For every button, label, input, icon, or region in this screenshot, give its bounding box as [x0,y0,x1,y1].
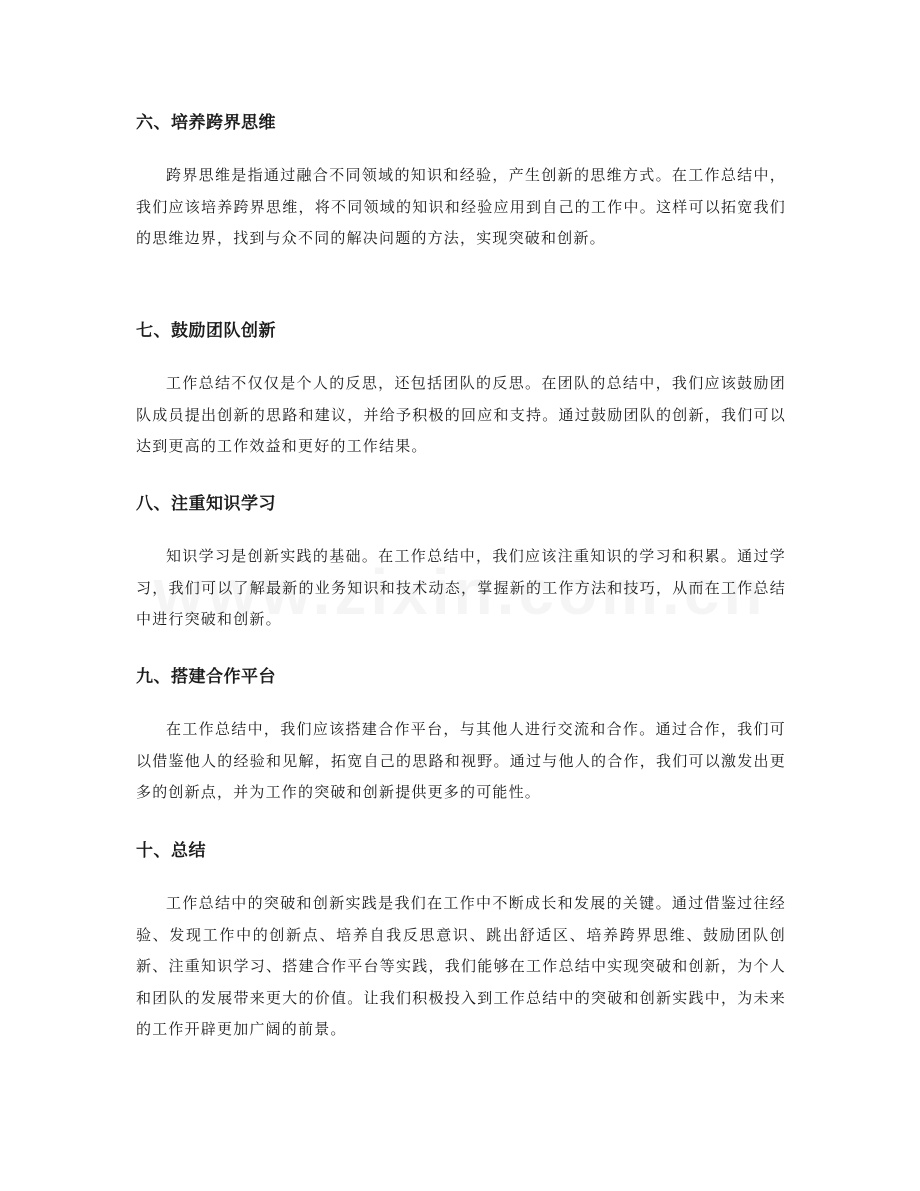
section-paragraph: 工作总结中的突破和创新实践是我们在工作中不断成长和发展的关键。通过借鉴过往经验、发现工作中的创新点、培养自我反思意识、跳出舒适区、培养跨界思维、鼓励团队创新、注重知识学习、搭建合作平台等实践，我们能够在工作总结中实现突破和创新，为个人和团队的发展带来更大的价值。让我们积极投入到工作总结中的突破和创新实践中，为未来的工作开辟更加广阔的前景。 [136,894,786,1038]
section-7 [136,318,786,463]
section-paragraph: 在工作总结中，我们应该搭建合作平台，与其他人进行交流和合作。通过合作，我们可以借鉴他人的经验和见解，拓宽自己的思路和视野。通过与他人的合作，我们可以激发出更多的创新点，并为工作的突破和创新提供更多的可能性。 [136,720,786,801]
section-paragraph: 工作总结不仅仅是个人的反思，还包括团队的反思。在团队的总结中，我们应该鼓励团队成员提出创新的思路和建议，并给予积极的回应和支持。通过鼓励团队的创新，我们可以达到更高的工作效益和更好的工作结果。 [136,374,786,455]
section-9 [136,664,786,809]
section-8 [136,491,786,636]
section-paragraph: 跨界思维是指通过融合不同领域的知识和经验，产生创新的思维方式。在工作总结中，我们应该培养跨界思维，将不同领域的知识和经验应用到自己的工作中。这样可以拓宽我们的思维边界，找到与众不同的解决问题的方法，实现突破和创新。 [136,166,786,247]
section-heading: 九、搭建合作平台 [136,667,276,687]
section-heading: 八、注重知识学习 [136,494,276,514]
section-heading: 十、总结 [136,841,206,861]
section-heading: 六、培养跨界思维 [136,113,276,133]
section-heading: 七、鼓励团队创新 [136,321,276,341]
section-paragraph: 知识学习是创新实践的基础。在工作总结中，我们应该注重知识的学习和积累。通过学习，我们可以了解最新的业务知识和技术动态，掌握新的工作方法和技巧，从而在工作总结中进行突破和创新。 [136,547,786,628]
section-6 [136,110,786,255]
section-10 [136,838,786,1046]
